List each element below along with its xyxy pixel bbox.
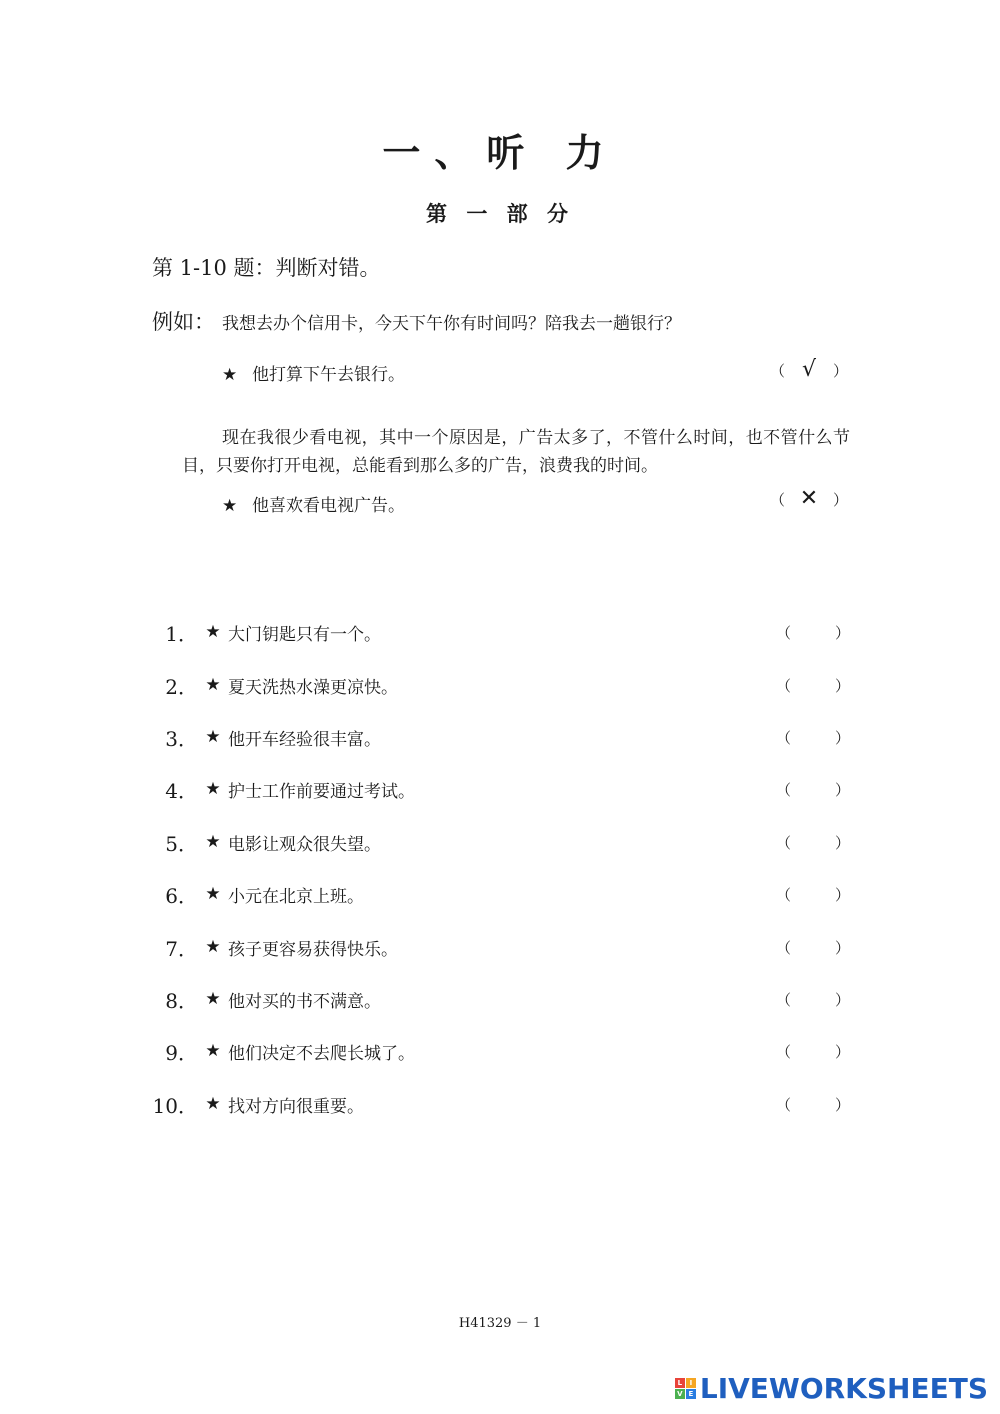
answer-box[interactable] <box>776 727 850 748</box>
paren-open: （ <box>770 490 786 509</box>
answer-box[interactable] <box>776 779 850 800</box>
question-number: 7． <box>165 936 198 961</box>
paren-close: ） <box>832 361 848 380</box>
star-icon: ★ <box>222 365 238 385</box>
star-icon: ★ <box>205 727 221 747</box>
section-subtitle: 第 一 部 分 <box>426 201 574 226</box>
paren-open: （ <box>776 676 792 695</box>
answer-box[interactable] <box>776 832 850 853</box>
question-number: 3． <box>165 726 198 751</box>
star-icon: ★ <box>205 622 221 642</box>
answer-box[interactable] <box>776 989 850 1010</box>
paren-close: ） <box>834 833 850 852</box>
paren-open: （ <box>776 623 792 642</box>
example2-statement-row <box>222 491 405 516</box>
page-title: 一、听 力 <box>382 130 618 175</box>
question-text: 电影让观众很失望。 <box>228 834 381 855</box>
answer-box[interactable] <box>776 675 850 696</box>
logo-letter-e: E <box>686 1389 696 1399</box>
example2-answer-box <box>770 488 848 510</box>
logo-grid-icon <box>675 1378 696 1399</box>
star-icon: ★ <box>222 496 238 516</box>
paren-close: ） <box>834 780 850 799</box>
paren-open: （ <box>776 780 792 799</box>
question-text: 他开车经验很丰富。 <box>228 729 381 750</box>
example-paragraph: 现在我很少看电视，其中一个原因是，广告太多了，不管什么时间，也不管什么节目，只要你打开电视，总能看到那么多的广告，浪费我的时间。 <box>182 428 850 476</box>
example-statement-row <box>222 360 405 385</box>
star-icon: ★ <box>205 989 221 1009</box>
logo-text: LIVEWORKSHEETS <box>699 1372 988 1405</box>
paren-close: ） <box>834 938 850 957</box>
answer-box[interactable] <box>776 622 850 643</box>
paren-open: （ <box>776 833 792 852</box>
question-row <box>150 1089 850 1119</box>
answer-box[interactable] <box>776 937 850 958</box>
question-number: 8． <box>165 988 198 1013</box>
example2-statement: 他喜欢看电视广告。 <box>252 496 405 516</box>
star-icon: ★ <box>205 1094 221 1114</box>
check-mark-icon: √ <box>801 357 817 382</box>
question-row <box>150 827 850 857</box>
question-text: 他们决定不去爬长城了。 <box>228 1043 415 1064</box>
paren-close: ） <box>834 990 850 1009</box>
paren-open: （ <box>776 938 792 957</box>
question-row <box>150 670 850 700</box>
liveworksheets-logo[interactable] <box>675 1372 988 1405</box>
star-icon: ★ <box>205 779 221 799</box>
paren-close: ） <box>834 676 850 695</box>
question-text: 夏天洗热水澡更凉快。 <box>228 677 398 698</box>
instructions: 第 1-10 题：判断对错。 <box>152 256 381 280</box>
question-text: 孩子更容易获得快乐。 <box>228 939 398 960</box>
paren-close: ） <box>834 1095 850 1114</box>
paren-open: （ <box>776 1042 792 1061</box>
logo-letter-v: V <box>675 1389 685 1399</box>
question-number: 9． <box>165 1040 198 1065</box>
paren-open: （ <box>776 1095 792 1114</box>
star-icon: ★ <box>205 832 221 852</box>
question-row <box>150 1036 850 1066</box>
logo-letter-l: L <box>675 1378 685 1388</box>
paren-close: ） <box>832 490 848 509</box>
paren-close: ） <box>834 1042 850 1061</box>
page-footer: H41329 － 1 <box>458 1316 542 1331</box>
question-text: 大门钥匙只有一个。 <box>228 624 381 645</box>
question-text: 护士工作前要通过考试。 <box>228 781 415 802</box>
paren-close: ） <box>834 623 850 642</box>
question-text: 小元在北京上班。 <box>228 886 364 907</box>
paren-open: （ <box>776 885 792 904</box>
question-text: 找对方向很重要。 <box>228 1096 364 1117</box>
example-statement: 他打算下午去银行。 <box>252 365 405 385</box>
star-icon: ★ <box>205 675 221 695</box>
question-number: 1． <box>165 621 198 646</box>
paren-open: （ <box>776 728 792 747</box>
question-number: 10． <box>152 1093 198 1118</box>
question-row <box>150 984 850 1014</box>
question-number: 6． <box>165 883 198 908</box>
question-text: 他对买的书不满意。 <box>228 991 381 1012</box>
answer-box[interactable] <box>776 1041 850 1062</box>
paren-close: ） <box>834 885 850 904</box>
paren-close: ） <box>834 728 850 747</box>
answer-box[interactable] <box>776 1094 850 1115</box>
question-row <box>150 774 850 804</box>
question-number: 2． <box>165 674 198 699</box>
question-row <box>150 722 850 752</box>
paren-open: （ <box>776 990 792 1009</box>
star-icon: ★ <box>205 1041 221 1061</box>
question-row <box>150 879 850 909</box>
question-number: 5． <box>165 831 198 856</box>
paren-open: （ <box>770 361 786 380</box>
example-answer-box <box>770 359 848 381</box>
question-row <box>150 617 850 647</box>
logo-letter-i: I <box>686 1378 696 1388</box>
example-label: 例如： <box>152 310 215 334</box>
star-icon: ★ <box>205 884 221 904</box>
cross-mark-icon: ✕ <box>799 486 819 511</box>
question-row <box>150 932 850 962</box>
question-number: 4． <box>165 778 198 803</box>
answer-box[interactable] <box>776 884 850 905</box>
example-text: 我想去办个信用卡，今天下午你有时间吗？陪我去一趟银行？ <box>222 314 681 334</box>
star-icon: ★ <box>205 937 221 957</box>
